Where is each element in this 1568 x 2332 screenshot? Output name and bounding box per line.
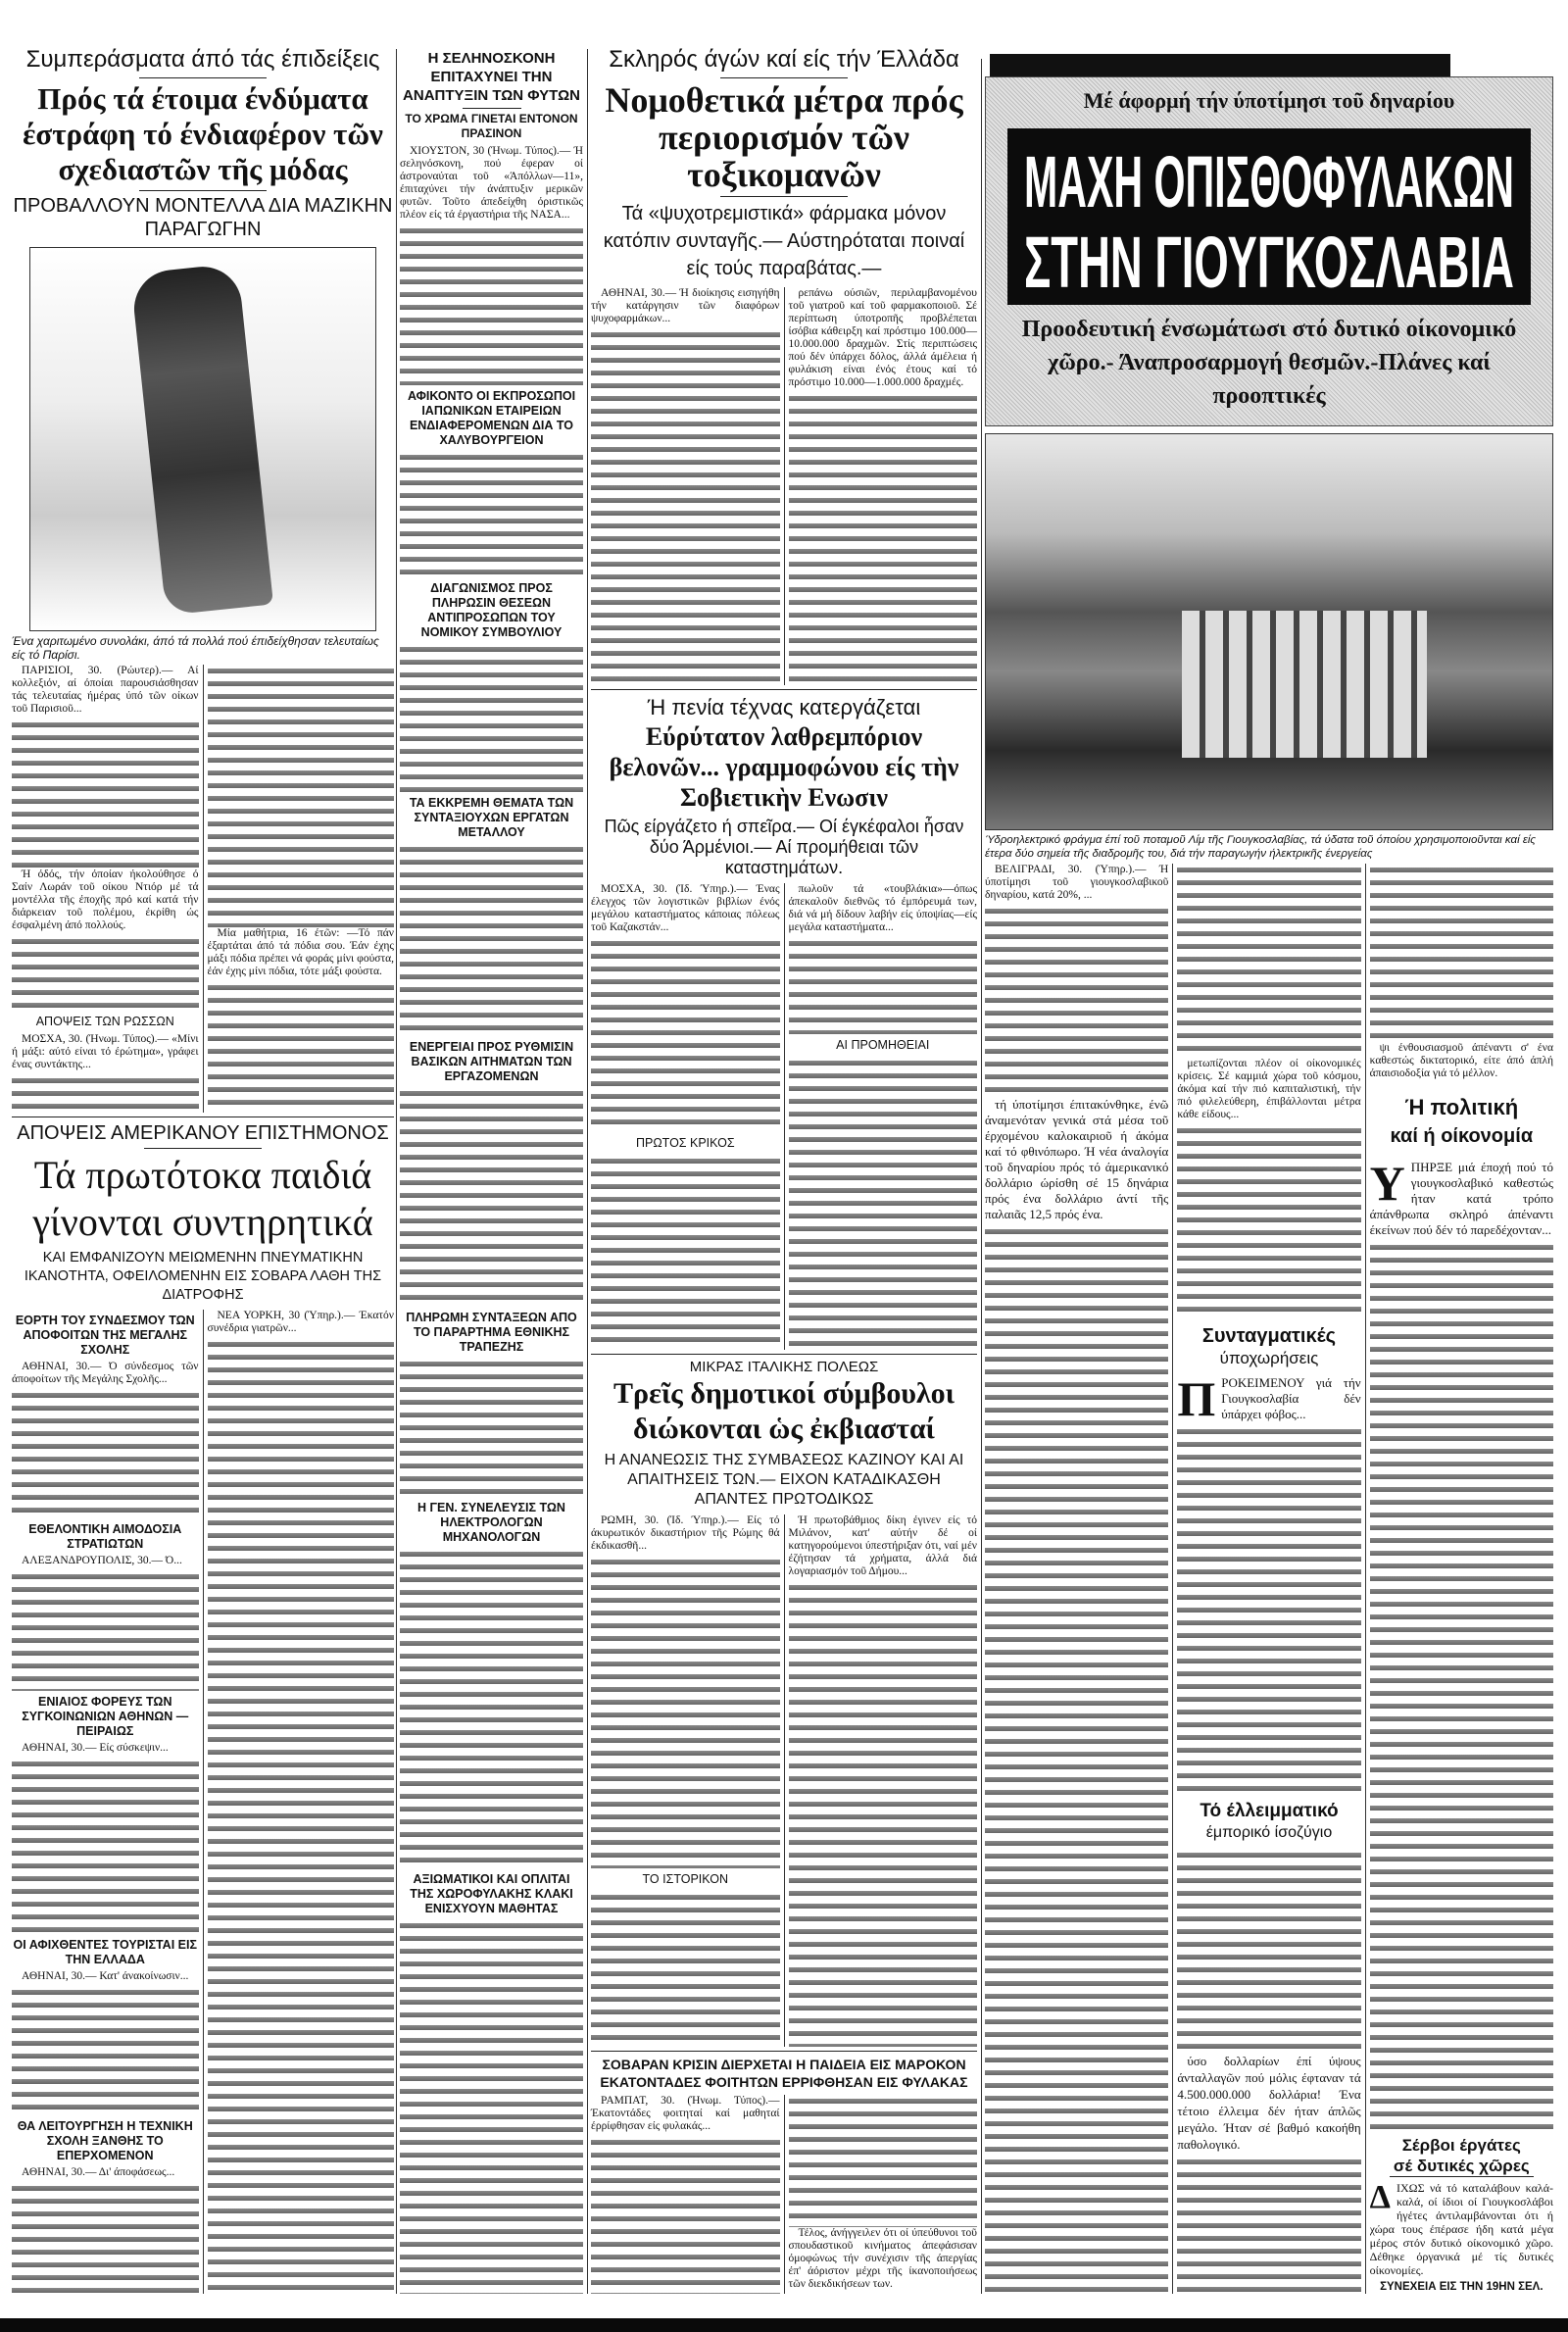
section-heading: Τό έλλειμματικό bbox=[1200, 1801, 1339, 1822]
firstborn-body bbox=[203, 1310, 395, 2294]
casino-body-col1 bbox=[591, 1514, 784, 2047]
dropcap: Π bbox=[1177, 1374, 1216, 1422]
paragraph: Ή πρωτοβάθμιος δίκη έγινεν είς τό Μιλάνον, κατ' αύτήν δέ οί κατηγορούμενοι ύπεστήριξαν ότι, ναί μέν έζήτησαν τά χρήματα, άλλά διά λογαριασμόν τοῦ Δήμου... bbox=[788, 1514, 977, 1578]
paragraph: ΒΕΛΙΓΡΑΔΙ, 30. (Ύπηρ.).— Ή ύποτίμησι τοῦ γιουγκοσλαβικοῦ δηναρίου, κατά 20%, ... bbox=[985, 864, 1169, 901]
morocco-body-col2 bbox=[784, 2095, 978, 2294]
left-briefs bbox=[12, 1310, 203, 2294]
drugs-subhead: Τά «ψυχοτρεμιστικά» φάρμακα μόνον κατόπιν συνταγῆς.— Αύστηρόταται ποιναί είς τούς παραβάτας.— bbox=[603, 203, 965, 279]
moondust-headline: Η ΣΕΛΗΝΟΣΚΟΝΗ ΕΠΙΤΑΧΥΝΕΙ ΤΗΝ ΑΝΑΠΤΥΞΙΝ ΤΩΝ ΦΥΤΩΝ bbox=[403, 50, 580, 104]
yugoslavia-kicker: Μέ άφορμή τήν ύποτίμησι τοῦ δηναρίου bbox=[1083, 88, 1455, 113]
left-lower bbox=[12, 1310, 394, 2294]
smuggling-section: ΑΙ ΠΡΟΜΗΘΕΙΑΙ bbox=[836, 1038, 930, 1053]
yugoslavia-headline-block bbox=[1007, 128, 1531, 305]
paragraph: ΠΗΡΞΕ μιά έποχή πού τό γιουγκοσλαβικό καθεστώς ήταν κατά τρόπο άπάνθρωπα σκληρό άπέναντι έκείνων πού δέν τό παρεδέχονταν... bbox=[1369, 1160, 1553, 1238]
smuggling-headline: Εύρύτατον λαθρεμπόριον βελονῶν... γραμμοφώνου είς τὴν Σοβιετικὴν Ενωσιν bbox=[609, 721, 959, 812]
box-top-bar bbox=[990, 54, 1450, 76]
paragraph: ΑΘΗΝΑΙ, 30.— Ό σύνδεσμος τῶν άποφοίτων τῆς Μεγάλης Σχολῆς... bbox=[12, 1360, 199, 1385]
paragraph: Μία μαθήτρια, 16 έτῶν: —Τό πάν έξαρτάται άπό τά πόδια σου. Έάν έχης μάξι πόδια πρέπει νά φοράς μίνι φούστα, έάν έχης μίνι πόδια, τότε μάξι φούστα. bbox=[207, 926, 394, 977]
yugoslavia-headline-1: ΜΑΧΗ ΟΠΙΣΘΟΦΥΛΑΚΩΝ bbox=[1024, 141, 1514, 223]
casino-body bbox=[591, 1514, 977, 2047]
paragraph: ΑΛΕΞΑΝΔΡΟΥΠΟΛΙΣ, 30.— Ό... bbox=[22, 1555, 182, 1567]
col2-headline: ΔΙΑΓΩΝΙΣΜΟΣ ΠΡΟΣ ΠΛΗΡΩΣΙΝ ΘΕΣΕΩΝ ΑΝΤΙΠΡΟΣΩΠΩΝ ΤΟΥ ΝΟΜΙΚΟΥ ΣΥΜΒΟΥΛΙΟΥ bbox=[420, 580, 563, 639]
col2-headline: ΠΛΗΡΩΜΗ ΣΥΝΤΑΞΕΩΝ ΑΠΟ ΤΟ ΠΑΡΑΡΤΗΜΑ ΕΘΝΙΚΗΣ ΤΡΑΠΕΖΗΣ bbox=[406, 1310, 577, 1354]
moondust-subhead: ΤΟ ΧΡΩΜΑ ΓΙΝΕΤΑΙ ΕΝΤΟΝΟΝ ΠΡΑΣΙΝΟΝ bbox=[405, 112, 578, 140]
column-3 bbox=[591, 45, 977, 2294]
fashion-subhead: ΠΡΟΒΑΛΛΟΥΝ ΜΟΝΤΕΛΛΑ ΔΙΑ ΜΑΖΙΚΗΝ ΠΑΡΑΓΩΓΗΝ bbox=[13, 195, 393, 240]
paragraph: ΑΘΗΝΑΙ, 30.— Κατ' άνακοίνωσιν... bbox=[22, 1969, 189, 1982]
smuggling-section: ΠΡΩΤΟΣ ΚΡΙΚΟΣ bbox=[635, 1136, 735, 1151]
dam-structure bbox=[1182, 611, 1427, 758]
smuggling-body-col2 bbox=[784, 883, 978, 1351]
fashion-body-col1 bbox=[12, 665, 203, 1113]
col2-headline: ΤΑ ΕΚΚΡΕΜΗ ΘΕΜΑΤΑ ΤΩΝ ΣΥΝΤΑΞΙΟΥΧΩΝ ΕΡΓΑΤΩΝ ΜΕΤΑΛΛΟΥ bbox=[409, 796, 574, 840]
drugs-body bbox=[591, 287, 977, 685]
col2-headline: ΑΦΙΚΟΝΤΟ ΟΙ ΕΚΠΡΟΣΩΠΟΙ ΙΑΠΩΝΙΚΩΝ ΕΤΑΙΡΕΙΩΝ ΕΝΔΙΑΦΕΡΟΜΕΝΩΝ ΔΙΑ ΤΟ ΧΑΛΥΒΟΥΡΓΕΙΟΝ bbox=[407, 388, 576, 447]
paragraph: ΝΕΑ ΥΟΡΚΗ, 30 (Ύπηρ.).— Έκατόν συνέδρια γιατρῶν... bbox=[207, 1309, 394, 1334]
paragraph: ΠΑΡΙΣΙΟΙ, 30. (Ρώυτερ).— Αί κολλεξιόν, αί όποίαι παρουσιάσθησαν τάς τελευταίας ήμέρας ύπό τῶν οίκων τοῦ Παρισιοῦ... bbox=[12, 665, 199, 715]
bottom-border bbox=[0, 2318, 1568, 2332]
paragraph: ΡΑΜΠΑΤ, 30. (Ήνωμ. Τύπος).— Έκατοντάδες φοιτηταί καί μαθηταί έρρίφθησαν είς φυλακάς... bbox=[591, 2095, 780, 2133]
smuggling-body-col1 bbox=[591, 883, 784, 1351]
yugoslavia-subhead: Προοδευτική ένσωμάτωσι στό δυτικό οίκονομικό χῶρο.- Άναπροσαρμογή θεσμῶν.-Πλάνες καί προοπτικές bbox=[1021, 317, 1517, 409]
smuggling-body bbox=[591, 883, 977, 1351]
yugoslavia-box bbox=[985, 76, 1553, 426]
paragraph: ρεπάνω ούσιῶν, περιλαμβανομένου τοῦ γιατροῦ καί τοῦ φαρμακοποιοῦ. Σέ περίπτωση ύποτροπῆς προβλέπεται ίσόβια κάθειρξη καί πρόστιμο 100.000—10.000.000 δραχμῶν. Στίς περιπτώσεις πού δέν ύπάρχει δόλος, άλλά άμέλεια ή φυλάκιση είναι ένός έτους καί τό πρόστιμο 10.000—1.000.000 δραχμές. bbox=[788, 287, 977, 388]
paragraph: ΑΘΗΝΑΙ, 30.— Δι' άποφάσεως... bbox=[22, 2166, 175, 2179]
morocco-body-col1 bbox=[591, 2095, 784, 2294]
brief-headline: ΕΘΕΛΟΝΤΙΚΗ ΑΙΜΟΔΟΣΙΑ ΣΤΡΑΤΙΩΤΩΝ bbox=[28, 1522, 182, 1552]
fashion-photo bbox=[29, 247, 376, 631]
section-heading: Συνταγματικές bbox=[1201, 1324, 1337, 1347]
smuggling-kicker: Ή πενία τέχνας κατεργάζεται bbox=[647, 694, 921, 719]
paragraph: ΑΘΗΝΑΙ, 30.— Είς σύσκεψιν... bbox=[22, 1742, 169, 1755]
casino-kicker: ΜΙΚΡΑΣ ΙΤΑΛΙΚΗΣ ΠΟΛΕΩΣ bbox=[689, 1359, 879, 1376]
paragraph: ΡΩΜΗ, 30. (Ίδ. Ύπηρ.).— Είς τό άκυρωτικόν δικαστήριον τῆς Ρώμης θά έκδικασθῆ... bbox=[591, 1514, 780, 1553]
morocco-headline: ΣΟΒΑΡΑΝ ΚΡΙΣΙΝ ΔΙΕΡΧΕΤΑΙ Η ΠΑΙΔΕΙΑ ΕΙΣ ΜΑΡΟΚΟΝ bbox=[602, 2057, 966, 2073]
paragraph: ψι ένθουσιασμοῦ άπέναντι σ' ένα καθεστώς δικτατορικό, είτε άπό άπλή άπαισιοδοξία γιά τό μέλλον. bbox=[1369, 1042, 1553, 1080]
column-2 bbox=[400, 49, 583, 2294]
morocco-subhead: ΕΚΑΤΟΝΤΑΔΕΣ ΦΟΙΤΗΤΩΝ ΕΡΡΙΦΘΗΣΑΝ ΕΙΣ ΦΥΛΑΚΑΣ bbox=[600, 2074, 968, 2091]
casino-body-col2 bbox=[784, 1514, 978, 2047]
drugs-kicker: Σκληρός άγών καί είς τήν Έλλάδα bbox=[609, 46, 959, 73]
paragraph: ΧΙΟΥΣΤΟΝ, 30 (Ήνωμ. Τύπος).— Ή σεληνόσκονη, πού έφεραν οί άστροναύται τοῦ «Άπόλλων—11», έπιταχύνει τήν άνάπτυξιν μερικῶν φυτῶν. Τοῦτο άπεδείχθη όριστικῶς πλέον είς τά έργαστήρια τῆς ΝΑΣΑ... bbox=[400, 145, 583, 221]
paragraph: Ή όδός, τήν όποίαν ήκολούθησε ό Σαίν Λωράν τοῦ οίκου Ντιόρ μέ τά μοντέλλα τῆς έποχῆς πρό καί κατά τήν διάρκειαν τοῦ πολέμου, έκρίθη ώς έσφαλμένη άπό πολλούς. bbox=[12, 868, 199, 932]
brief-headline: ΟΙ ΑΦΙΧΘΕΝΤΕΣ ΤΟΥΡΙΣΤΑΙ ΕΙΣ ΤΗΝ ΕΛΛΑΔΑ bbox=[13, 1937, 197, 1966]
paragraph: ΜΟΣΧΑ, 30. (Ήνωμ. Τύπος).— «Μίνι ή μάξι: αύτό είναι τό έρώτημα», γράφει ένας συντάκτης... bbox=[12, 1033, 199, 1071]
paragraph: ΑΘΗΝΑΙ, 30.— Ή διοίκησις εισηγήθη τήν κατάργησιν τῶν διαφόρων ψυχοφαρμάκων... bbox=[591, 287, 780, 324]
paragraph: Τέλος, άνήγγειλεν ότι οί ύπεύθυνοι τοῦ σπουδαστικοῦ κινήματος άπεφάσισαν όμοφώνως τήν συνέχισιν τῆς άπεργίας έπ' άόριστον μέχρι τῆς ίκανοποιήσεως τῶν διεκδικήσεων των. bbox=[788, 2227, 977, 2290]
trade-section bbox=[1177, 1800, 1360, 1843]
casino-section: ΤΟ ΙΣΤΟΡΙΚΟΝ bbox=[642, 1871, 728, 1886]
constitution-section bbox=[1177, 1324, 1360, 1369]
casino-subhead: Η ΑΝΑΝΕΩΣΙΣ ΤΗΣ ΣΥΜΒΑΣΕΩΣ ΚΑΖΙΝΟΥ ΚΑΙ ΑΙ ΑΠΑΙΤΗΣΕΙΣ ΤΩΝ.— ΕΙΧΟΝ ΚΑΤΑΔΙΚΑΣΘΗ ΑΠΑΝΤΕΣ ΠΡΩΤΟΔΙΚΩΣ bbox=[604, 1452, 964, 1509]
yugoslavia-body-col3 bbox=[1365, 864, 1553, 2294]
fashion-body-col2 bbox=[203, 665, 395, 1113]
dam-photo-caption: Ύδροηλεκτρικό φράγμα έπί τοῦ ποταμοῦ Λίμ τῆς Γιουγκοσλαβίας, τά ύδατα τοῦ όποίου χρησιμοποιοῦνται καί είς έτερα δύο σημεία τῆς διαδρομῆς του, διά τήν παραγωγήν ήλεκτρικῆς ένεργείας bbox=[985, 834, 1537, 860]
brief-headline: ΘΑ ΛΕΙΤΟΥΡΓΗΣΗ Η ΤΕΧΝΙΚΗ ΣΧΟΛΗ ΞΑΝΘΗΣ ΤΟ ΕΠΕΡΧΟΜΕΝΟΝ bbox=[17, 2119, 193, 2163]
left-region bbox=[12, 45, 394, 2294]
paragraph: πωλοῦν τά «τουβλάκια»—όπως άπεκαλοῦν διεθνῶς τό έμπόρευμά των, διά νά μή δίδουν λαβήν είς ύποψίας—είς μεγάλα καταστήματα... bbox=[788, 882, 977, 933]
smuggling-subhead: Πῶς είργάζετο ή σπεῖρα.— Οί έγκέφαλοι ἦσαν δύο Άρμένιοι.— Αί προμήθειαι τῶν καταστημάτων. bbox=[604, 816, 964, 877]
section-heading: Ή πολιτική bbox=[1404, 1095, 1519, 1120]
brief-headline: ΕΝΙΑΙΟΣ ΦΟΡΕΥΣ ΤΩΝ ΣΥΓΚΟΙΝΩΝΙΩΝ ΑΘΗΝΩΝ — ΠΕΙΡΑΙΩΣ bbox=[22, 1695, 189, 1739]
right-region bbox=[985, 433, 1553, 2294]
firstborn-headline: Τά πρωτότοκα παιδιά γίνονται συντηρητικά bbox=[32, 1152, 373, 1244]
model-figure bbox=[130, 263, 273, 616]
yugoslavia-body bbox=[985, 864, 1553, 2294]
drugs-body-col1 bbox=[591, 287, 784, 685]
paragraph: ΙΧΩΣ νά τό καταλάβουν καλά-καλά, οί ίδιοι οί Γιουγκοσλάβοι ήγέτες άντιλαμβάνονται ότι ή χώρα τους έπέρασε ήδη κατά μέγα μέρος στόν δυτικό οίκονομικό χῶρο. Δέθηκε όργανικά μέ τίς δυτικές οίκονομίες. bbox=[1369, 2181, 1553, 2277]
dropcap: Δ bbox=[1369, 2181, 1391, 2215]
col2-headline: ΑΞΙΩΜΑΤΙΚΟΙ ΚΑΙ ΟΠΛΙΤΑΙ ΤΗΣ ΧΩΡΟΦΥΛΑΚΗΣ ΚΛΑΚΙ ΕΝΙΣΧΥΟΥΝ ΜΑΘΗΤΑΣ bbox=[410, 1871, 573, 1915]
fashion-photo-caption: Ένα χαριτωμένο συνολάκι, άπό τά πολλά πού έπιδείχθησαν τελευταίως είς τό Παρίσι. bbox=[12, 634, 379, 662]
paragraph: τή ύποτίμησι έπιτακύνθηκε, ένῶ άναμενόταν γενικά στά μέσα τοῦ έρχομένου καλοκαιριοῦ ή άκόμα καί τό φθινόπωρο. Ή νέα άναλογία τοῦ δηναρίου πρός τό άμερικανικό δολλάριο ώρίσθη σέ 15 δηνάρια πρός ένα δολλάριο άντί τῆς παλαιᾶς 12,5 πρός ένα. bbox=[985, 1097, 1169, 1222]
drugs-body-col2 bbox=[784, 287, 978, 685]
fashion-kicker: Συμπεράσματα άπό τάς έπιδείξεις bbox=[25, 46, 380, 73]
fashion-section: ΑΠΟΨΕΙΣ ΤΩΝ ΡΩΣΣΩΝ bbox=[35, 1015, 174, 1029]
brief-headline: ΕΟΡΤΗ ΤΟΥ ΣΥΝΔΕΣΜΟΥ ΤΩΝ ΑΠΟΦΟΙΤΩΝ ΤΗΣ ΜΕΓΑΛΗΣ ΣΧΟΛΗΣ bbox=[15, 1313, 195, 1357]
col2-headline: ΕΝΕΡΓΕΙΑΙ ΠΡΟΣ ΡΥΘΜΙΣΙΝ ΒΑΣΙΚΩΝ ΑΙΤΗΜΑΤΩΝ ΤΩΝ ΕΡΓΑΖΟΜΕΝΩΝ bbox=[409, 1039, 574, 1083]
paragraph: ΜΟΣΧΑ, 30. (Ίδ. Ύπηρ.).— Ένας έλεγχος τῶν λογιστικῶν βιβλίων ένός μεγάλου καταστήματος κάποιας πόλεως τοῦ Καζακστάν... bbox=[591, 882, 780, 933]
section-heading: καί ή οίκονομία bbox=[1390, 1125, 1534, 1148]
paragraph: μετωπίζονται πλέον οί οίκονομικές κρίσεις. Σέ καμμιά χώρα τοῦ κόσμου, άκόμα καί τήν πιό καπιταλιστική, τήν πιό φιλελεύθερη, έπιβάλλονται μέτρα κάθε είδους... bbox=[1177, 1057, 1361, 1120]
workers-section bbox=[1370, 2135, 1553, 2294]
section-heading: έμπορικό ίσοζύγιο bbox=[1205, 1824, 1333, 1842]
col2-headline: Η ΓΕΝ. ΣΥΝΕΛΕΥΣΙΣ ΤΩΝ ΗΛΕΚΤΡΟΛΟΓΩΝ ΜΗΧΑΝΟΛΟΓΩΝ bbox=[417, 1500, 565, 1544]
drugs-headline: Νομοθετικά μέτρα πρός περιορισμόν τῶν τοξικομανῶν bbox=[605, 80, 963, 194]
firstborn-kicker: ΑΠΟΨΕΙΣ ΑΜΕΡΙΚΑΝΟΥ ΕΠΙΣΤΗΜΟΝΟΣ bbox=[17, 1121, 389, 1144]
dam-photo bbox=[985, 433, 1553, 830]
fashion-headline: Πρός τά έτοιμα ένδύματα έστράφη τό ένδιαφέρον τῶν σχεδιαστῶν τῆς μόδας bbox=[23, 81, 383, 186]
politics-section bbox=[1370, 1093, 1553, 1150]
section-heading: Σέρβοι έργάτες bbox=[1401, 2136, 1521, 2155]
firstborn-subhead: ΚΑΙ ΕΜΦΑΝΙΖΟΥΝ ΜΕΙΩΜΕΝΗΝ ΠΝΕΥΜΑΤΙΚΗΝ ΙΚΑΝΟΤΗΤΑ, ΟΦΕΙΛΟΜΕΝΗΝ ΕΙΣ ΣΟΒΑΡΑ ΛΑΘΗ ΤΗΣ ΔΙΑΤΡΟΦΗΣ bbox=[24, 1249, 382, 1303]
section-heading: σέ δυτικές χῶρες bbox=[1390, 2156, 1534, 2177]
paragraph: ύσο δολλαρίων έπί ύψους άνταλλαγῶν πού μόλις έφταναν τά 4.500.000.000 δολλάρια! Ένα τέτοιο έλλειμα δέν ήταν άπλῶς μεγάλο. Ήταν σέ βαθμό κακοήθη παθολογικό. bbox=[1177, 2053, 1361, 2152]
casino-headline: Τρεῖς δημοτικοί σύμβουλοι διώκονται ὡς ἐκβιασταί bbox=[613, 1377, 955, 1446]
yugoslavia-body-col1 bbox=[985, 864, 1172, 2294]
dropcap: Υ bbox=[1369, 1160, 1405, 1212]
yugoslavia-headline-2: ΣΤΗΝ ΓΙΟΥΓΚΟΣΛΑΒΙΑ bbox=[1024, 222, 1514, 303]
paragraph: ΡΟΚΕΙΜΕΝΟΥ γιά τήν Γιουγκοσλαβία δέν ύπάρχει φόβος... bbox=[1221, 1374, 1361, 1421]
continued-notice: ΣΥΝΕΧΕΙΑ ΕΙΣ ΤΗΝ 19ΗΝ ΣΕΛ. bbox=[1380, 2281, 1544, 2293]
section-heading: ύποχωρήσεις bbox=[1219, 1348, 1319, 1367]
fashion-body bbox=[12, 665, 394, 1113]
yugoslavia-body-col2 bbox=[1172, 864, 1364, 2294]
morocco-body bbox=[591, 2095, 977, 2294]
